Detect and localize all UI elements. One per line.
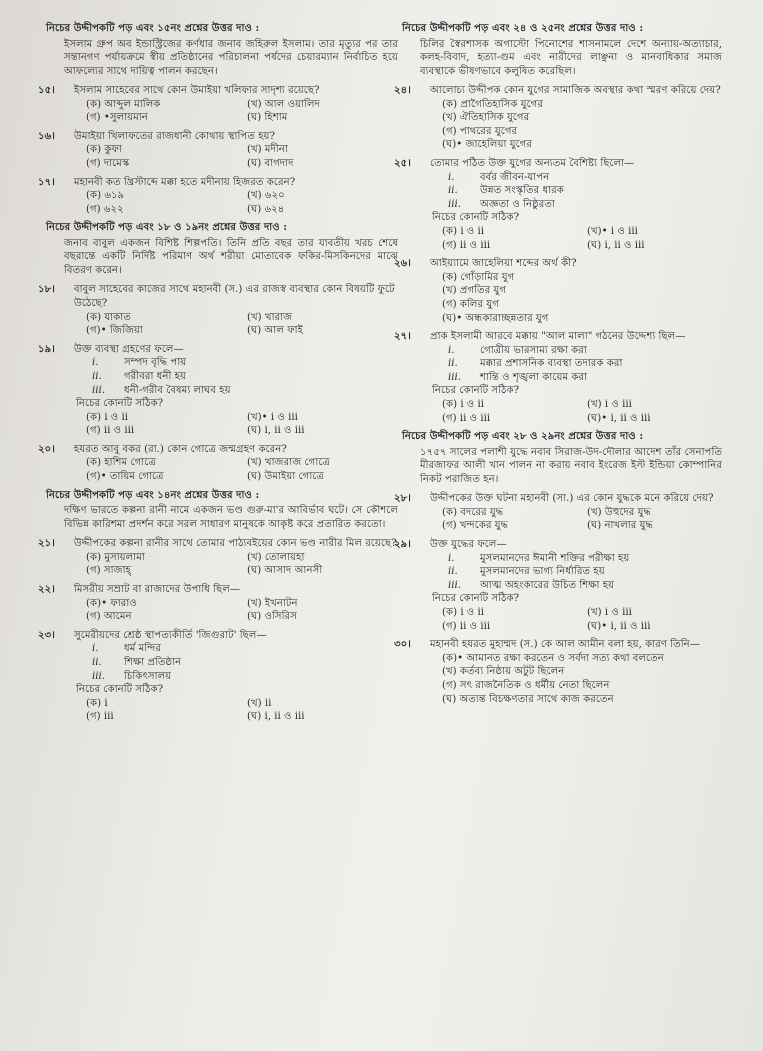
option-ga: (গ) ii ও iii <box>442 412 491 424</box>
statement-text: ধনী-গরীব বৈষম্য লাঘব হয় <box>124 384 231 396</box>
option-gha: (ঘ) ৬২৪ <box>247 203 285 215</box>
options <box>402 606 722 633</box>
options <box>402 98 722 152</box>
statements <box>402 171 722 212</box>
statement <box>448 552 722 566</box>
option-ga: (গ) •সুলায়মান <box>86 112 148 124</box>
option-ga: (গ) সৎ রাজনৈতিক ও ধর্মীয় নেতা ছিলেন <box>442 679 610 691</box>
statement-text: ধর্ম মন্দির <box>124 643 161 655</box>
option-ka: (ক)• আমানত রক্ষা করতেন ও সর্বদা সত্য কথা বলতেন <box>442 652 664 664</box>
option-gha: (ঘ) ওসিরিস <box>247 611 297 623</box>
options <box>46 311 398 338</box>
stimulus-heading: নিচের উদ্দীপকটি পড় এবং ২৪ ও ২৫নং প্রশ্নের উত্তর দাও : <box>402 22 644 34</box>
which-correct: নিচের কোনটি সঠিক? <box>76 398 164 410</box>
statement-numeral: iii. <box>448 198 462 210</box>
option-ka: (ক) i ও ii <box>442 399 485 411</box>
statement <box>92 384 398 398</box>
option-gha: (ঘ) উমাইয়া গোত্রে <box>247 471 324 483</box>
stimulus-28-29 <box>402 430 722 486</box>
question-21 <box>38 537 398 578</box>
right-column <box>394 22 722 711</box>
statements <box>402 552 722 593</box>
option-kha: (খ) ঐতিহাসিক যুগের <box>442 112 530 124</box>
statement-text: মুসলমানদের ভাগ্য নির্ধারিত হয় <box>480 566 605 578</box>
question-number: ২৫। <box>394 156 411 169</box>
option-ka: (ক) i ও ii <box>442 225 485 237</box>
option-kha: (খ) i ও iii <box>587 399 632 411</box>
statement-numeral: ii. <box>448 185 458 197</box>
option-ka: (ক)• ফারাও <box>86 597 137 609</box>
statement <box>448 171 722 185</box>
question-20 <box>38 442 398 484</box>
option-kha: (খ) i ও iii <box>587 607 632 618</box>
question-stem: মহানবী কত খ্রিস্টাব্দে মক্কা হতে মদীনায় হিজরত করেন? <box>74 176 296 188</box>
statement <box>448 579 722 593</box>
statement <box>448 357 722 371</box>
option-ga: (গ) ii ও iii <box>86 425 135 437</box>
option-ga: (গ) আমেন <box>86 611 132 623</box>
statement <box>448 184 722 198</box>
option-kha: (খ) মদীনা <box>247 144 288 156</box>
which-correct: নিচের কোনটি সঠিক? <box>432 212 520 224</box>
question-number: ৩০। <box>394 638 411 651</box>
option-ga: (গ) পাথরের যুগের <box>442 125 518 137</box>
question-18 <box>38 283 398 337</box>
stimulus-heading: নিচের উদ্দীপকটি পড় এবং ১৮ ও ১৯নং প্রশ্নের উত্তর দাও : <box>46 221 288 234</box>
statement <box>92 356 398 370</box>
question-stem: প্রাক ইসলামী আরবে মক্কায় "আল মালা" গঠনের উদ্দেশ্য ছিল— <box>430 331 686 343</box>
option-ka: (ক) মুসায়লামা <box>86 551 145 563</box>
options <box>46 456 398 483</box>
options <box>46 98 398 125</box>
which-correct: নিচের কোনটি সঠিক? <box>76 684 164 696</box>
stimulus-text: চিলির স্বৈরশাসক অগাস্টো পিনোশের শাসনামলে দেশে অন্যায়-অত্যাচার, কলহ-বিবাদ, হত্যা-গুম এবং নারীদের লাঞ্ছনা ও মানবাধিকার সমাজ ব্যবস্থাকে ভীষণভাবে কলুষিত করেছিল। <box>420 38 722 77</box>
question-15 <box>38 84 398 125</box>
stimulus-heading: নিচের উদ্দীপকটি পড় এবং ১৫নং প্রশ্নের উত্তর দাও : <box>46 22 260 34</box>
stimulus-text: জনাব বাবুল একজন বিশিষ্ট শিল্পপতি। তিনি প্রতি বছর তার যাবতীয় খরচ শেষে বছরান্তে একটি নির্দিষ্ট পরিমাণ অর্থ শরীয়া মোতাবেক ফকির-মিসকিনদের মাঝে বিতরণ করেন। <box>64 237 398 276</box>
question-stem: উমাইয়া খিলাফতের রাজধানী কোথায় স্থাপিত হয়? <box>74 130 276 142</box>
statement-numeral: i. <box>92 643 99 655</box>
option-ga: (গ) খন্দকের যুদ্ধ <box>442 520 509 532</box>
which-correct: নিচের কোনটি সঠিক? <box>432 593 520 605</box>
option-ga: (গ) ii ও iii <box>442 620 491 632</box>
option-ka: (ক) i ও ii <box>86 411 129 423</box>
option-gha: (ঘ) নাখলার যুদ্ধ <box>587 520 653 532</box>
option-kha: (খ) ii <box>247 697 272 709</box>
statement-text: মুসলমানদের ঈমানী শক্তির পরীক্ষা হয় <box>480 552 630 564</box>
stimulus-heading: নিচের উদ্দীপকটি পড় এবং ২৮ ও ২৯নং প্রশ্নের উত্তর দাও : <box>402 430 644 443</box>
statement-text: শিক্ষা প্রতিষ্ঠান <box>124 656 182 668</box>
question-stem: উদ্দীপকের উক্ত ঘটনা মহানবী (সা.) এর কোন যুদ্ধকে মনে করিয়ে দেয়? <box>430 493 714 505</box>
options <box>402 652 722 706</box>
option-ka: (ক) হাশিম গোত্রে <box>86 457 156 469</box>
option-ga: (গ) কলির যুগ <box>442 298 499 310</box>
statement-numeral: ii. <box>448 358 458 370</box>
options <box>46 597 398 624</box>
statement-text: অজ্ঞতা ও নিষ্ঠুরতা <box>480 198 555 210</box>
statement-numeral: i. <box>448 344 455 356</box>
option-ka: (ক) কুফা <box>86 144 122 156</box>
statement-numeral: iii. <box>448 579 462 591</box>
option-ka: (ক) প্রাগৈতিহাসিক যুগের <box>442 98 543 110</box>
which-correct: নিচের কোনটি সঠিক? <box>432 385 520 397</box>
stimulus-18-19 <box>46 221 398 277</box>
question-number: ১৫। <box>38 84 55 96</box>
question-number: ২৩। <box>38 628 55 641</box>
option-kha: (খ) তোলায়হা <box>247 551 305 563</box>
option-gha: (ঘ) হিশাম <box>247 112 288 124</box>
question-stem: উক্ত যুদ্ধের ফলে— <box>430 539 507 551</box>
statement <box>92 642 398 656</box>
question-stem: আলোচ্য উদ্দীপক কোন যুগের সামাজিক অবস্থার কথা স্মরণ করিয়ে দেয়? <box>430 85 721 96</box>
option-kha: (খ) খারাজ <box>247 311 293 323</box>
option-kha: (খ) উহুদের যুদ্ধ <box>587 506 651 518</box>
question-stem: ইসলাম সাহেবের সাথে কোন উমাইয়া খলিফার সাদৃশ্য রয়েছে? <box>74 85 320 96</box>
question-number: ১৬। <box>38 129 55 142</box>
question-26 <box>394 257 722 325</box>
option-ka: (ক) যাকাত <box>86 311 131 323</box>
statement-numeral: ii. <box>92 656 102 668</box>
option-gha: (ঘ) বাগদাদ <box>247 157 294 169</box>
question-16 <box>38 129 398 171</box>
statement <box>92 670 398 684</box>
question-number: ২৯। <box>394 538 411 551</box>
option-gha: (ঘ) i, ii ও iii <box>247 425 305 437</box>
question-stem: মিসরীয় সম্রাট বা রাজাদের উপাধি ছিল— <box>74 583 241 595</box>
option-ka: (ক) বদরের যুদ্ধ <box>442 506 504 518</box>
option-ka: (ক) i ও ii <box>442 607 485 618</box>
option-ga: (গ) সাজাহ্ <box>86 565 131 577</box>
options <box>402 398 722 425</box>
statement-numeral: iii. <box>92 384 106 396</box>
stimulus-15 <box>46 22 398 78</box>
question-17 <box>38 175 398 217</box>
option-gha: (ঘ)• i, ii ও iii <box>587 620 651 632</box>
stimulus-text: ১৭৫৭ সালের পলাশী যুদ্ধে নবাব সিরাজ-উদ-দৌলার আদেশ তাঁর সেনাপতি মীরজাফর আলী খান পালন না করায় নবাব ইংরেজ ইস্ট ইন্ডিয়া কোম্পানির নিকট পরাজিত হন। <box>420 446 722 485</box>
option-ga: (গ) iii <box>86 711 114 723</box>
statement-numeral: ii. <box>448 566 458 578</box>
stimulus-21 <box>46 489 398 532</box>
statement-numeral: i. <box>448 552 455 564</box>
option-kha: (খ) ইখনাটন <box>247 597 298 609</box>
option-kha: (খ) আল ওয়ালিদ <box>247 98 320 110</box>
statement-text: শান্তি ও শৃঙ্খলা কায়েম করা <box>480 371 588 383</box>
question-number: ২২। <box>38 582 55 595</box>
options <box>46 189 398 216</box>
stimulus-24-25 <box>402 22 722 78</box>
statement <box>448 565 722 579</box>
options <box>46 143 398 170</box>
option-kha: (খ) খাজরাজ গোত্রে <box>247 457 330 469</box>
question-25 <box>394 156 722 252</box>
statements <box>46 642 398 683</box>
option-ga: (গ) ৬২২ <box>86 203 124 215</box>
question-stem: আইয়্যামে জাহেলিয়া শব্দের অর্থ কী? <box>430 258 577 270</box>
question-number: ২০। <box>38 442 55 455</box>
option-kha: (খ) ৬২০ <box>247 190 285 202</box>
option-ga: (গ)• জিজিয়া <box>86 325 143 337</box>
option-gha: (ঘ)• অন্ধকারাচ্ছন্নতার যুগ <box>442 312 549 324</box>
question-22 <box>38 582 398 624</box>
question-stem: উদ্দীপকের কল্পনা রানীর সাথে তোমার পাঠ্যবইয়ের কোন ভণ্ড নারীর মিল রয়েছে? <box>74 538 397 550</box>
statements <box>402 344 722 385</box>
option-ga: (গ)• তায়িম গোত্রে <box>86 471 164 483</box>
option-gha: (ঘ) আল ফাই <box>247 325 303 337</box>
statements <box>46 356 398 397</box>
statement-text: মক্কার প্রশাসনিক ব্যবস্থা তদারক করা <box>480 358 623 370</box>
statement <box>448 371 722 385</box>
option-kha: (খ)• i ও iii <box>587 225 638 237</box>
question-stem: তোমার পঠিত উক্ত যুগের অন্যতম বৈশিষ্ট্য ছিলো— <box>430 157 635 169</box>
question-number: ২৬। <box>394 257 411 270</box>
options <box>46 411 398 438</box>
stimulus-text: দক্ষিণ ভারতে কল্পনা রানী নামে একজন ভণ্ড গুরু-মা'র আবির্ভাব ঘটে। সে কৌশলে বিভিন্ন কারিশমা প্রদর্শন করে সরল সাধারণ মানুষকে আকৃষ্ট করে প্রতারিত করতো। <box>64 505 398 530</box>
statement-text: চিকিৎসালয় <box>124 670 172 682</box>
question-number: ২১। <box>38 537 55 550</box>
question-19 <box>38 342 398 438</box>
statement <box>92 656 398 670</box>
statement <box>92 370 398 384</box>
option-ka: (ক) ৬১৯ <box>86 190 125 202</box>
option-kha: (খ) প্রগতির যুগ <box>442 285 507 297</box>
statement-text: বর্বর জীবন-যাপন <box>480 171 550 183</box>
option-ka: (ক) আব্দুল মালিক <box>86 98 161 110</box>
option-ga: (গ) দামেস্ক <box>86 157 130 169</box>
question-number: ১৯। <box>38 342 55 355</box>
option-gha: (ঘ) অত্যন্ত বিচক্ষণতার সাথে কাজ করতেন <box>442 693 614 705</box>
option-gha: (ঘ) আসাদ আনসী <box>247 565 323 577</box>
question-number: ২৮। <box>394 492 411 505</box>
question-23 <box>38 628 398 724</box>
statement-text: গোত্রীয় ভারসাম্য রক্ষা করা <box>480 344 587 356</box>
statement-text: সম্পদ বৃদ্ধি পায় <box>124 357 187 369</box>
question-stem: সুমেরীয়দের শ্রেষ্ঠ স্থাপত্যকীর্তি 'জিগুরাট' ছিল— <box>74 629 267 641</box>
statement <box>448 344 722 358</box>
statement-numeral: iii. <box>448 371 462 383</box>
statement-text: আত্ম অহংকারের উচিত শিক্ষা হয় <box>480 579 615 591</box>
question-29 <box>394 538 722 633</box>
options <box>402 271 722 325</box>
question-stem: উক্ত ব্যবস্থা গ্রহণের ফলে— <box>74 343 184 355</box>
statement-text: উন্নত সংস্কৃতির ধারক <box>480 185 564 197</box>
stimulus-heading: নিচের উদ্দীপকটি পড় এবং ১৪নং প্রশ্নের উত্তর দাও : <box>46 488 260 501</box>
statement-numeral: i. <box>448 171 455 183</box>
statement-numeral: ii. <box>92 370 102 382</box>
question-30 <box>394 638 722 706</box>
option-ka: (ক) i <box>86 697 108 709</box>
option-kha: (খ)• i ও iii <box>247 411 298 423</box>
options <box>402 225 722 252</box>
statement-numeral: i. <box>92 357 99 369</box>
option-kha: (খ) কর্তব্য নিষ্ঠায় অটুট ছিলেন <box>442 666 565 678</box>
option-gha: (ঘ) i, ii ও iii <box>587 239 645 251</box>
question-stem: মহানবী হযরত মুহাম্মদ (স.) কে আল আমীন বলা হয়, কারণ তিনি— <box>430 639 700 651</box>
question-28 <box>394 492 722 533</box>
question-number: ২৭। <box>394 330 411 343</box>
statement <box>448 198 722 212</box>
option-gha: (ঘ)• i, ii ও iii <box>587 412 651 424</box>
options <box>402 506 722 533</box>
statement-numeral: iii. <box>92 670 106 682</box>
option-gha: (ঘ)• জাহেলিয়া যুগের <box>442 139 532 151</box>
question-number: ২৪। <box>394 84 411 96</box>
question-number: ১৭। <box>38 175 55 188</box>
question-24 <box>394 84 722 152</box>
option-gha: (ঘ) i, ii ও iii <box>247 711 305 723</box>
statement-text: গরীবরা ধনী হয় <box>124 370 186 382</box>
options <box>46 697 398 724</box>
question-stem: বাবুল সাহেবের কাজের সাথে মহানবী (স.) এর রাজস্ব ব্যবস্থার কোন বিষয়টি ফুটে উঠেছে? <box>74 284 395 309</box>
stimulus-text: ইসলাম গ্রুপ অব ইন্ডাস্ট্রিজের কর্ণধার জনাব জহিরুল ইসলাম। তার মৃত্যুর পর তার সন্তানগণ পর্যায়ক্রমে স্বীয় প্রতিষ্ঠানের পরিচালনা পর্ষদের চেয়ারম্যান নির্বাচিত হয়ে আফল্যের সাথে দায়িত্ব পালন করছেন। <box>64 38 398 77</box>
question-27 <box>394 330 722 425</box>
question-stem: হযরত আবু বকর (রা.) কোন গোত্রে জন্মগ্রহণ করেন? <box>74 443 287 455</box>
option-ka: (ক) গোঁড়ামির যুগ <box>442 271 515 283</box>
options <box>46 551 398 578</box>
left-column <box>38 22 398 729</box>
option-ga: (গ) ii ও iii <box>442 239 491 251</box>
question-number: ১৮। <box>38 283 55 296</box>
